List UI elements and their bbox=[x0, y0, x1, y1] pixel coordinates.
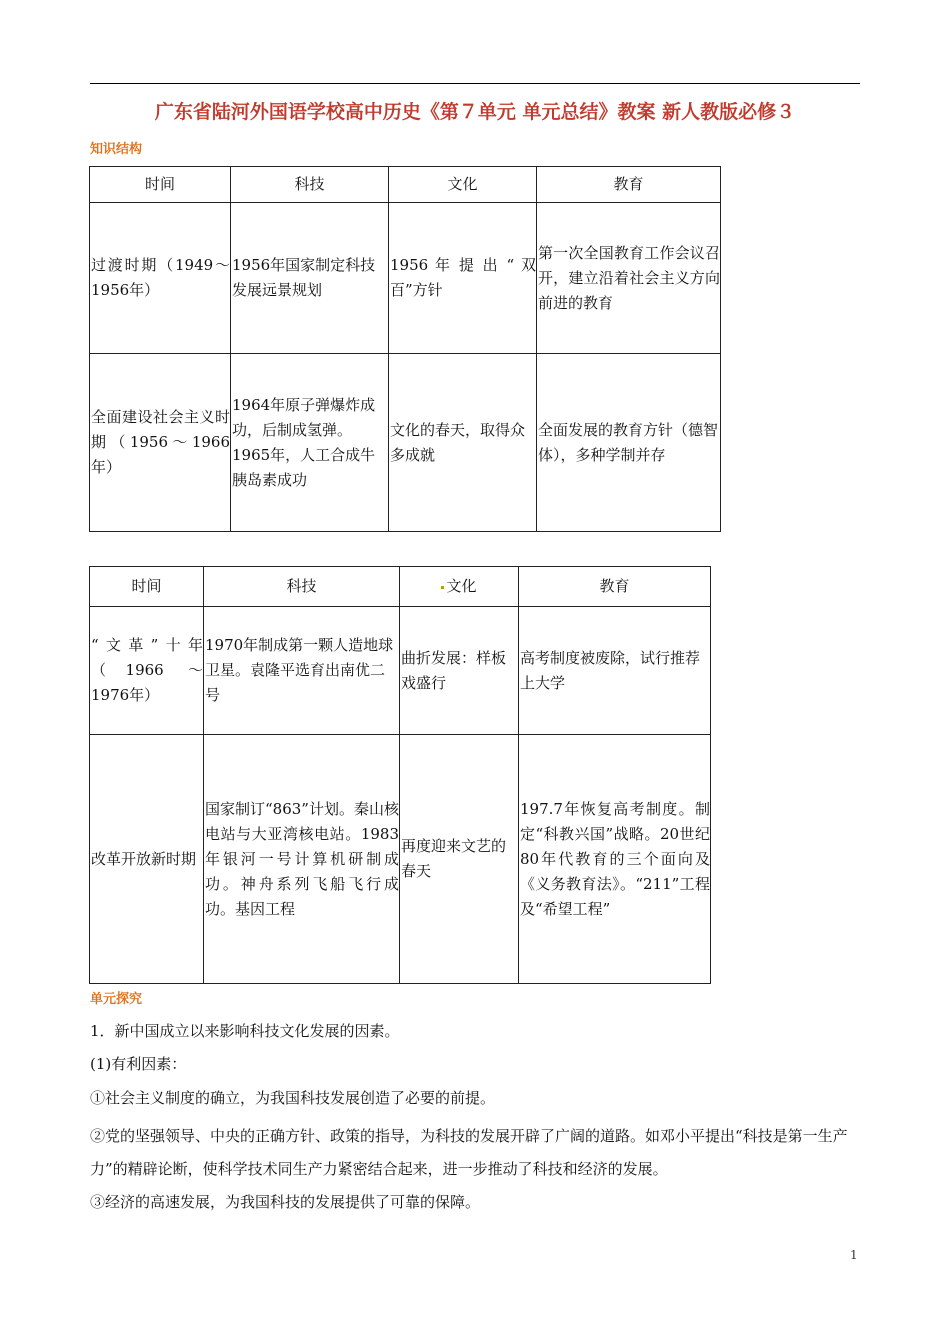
cell-period: “文革”十年（1966 ～ 1976年） bbox=[90, 607, 204, 735]
cell-education: 197.7年恢复高考制度。制定“科教兴国”战略。20世纪80年代教育的三个面向及《义务教育法》。“211”工程及“希望工程” bbox=[519, 735, 711, 984]
header-culture: 文化 bbox=[389, 167, 537, 203]
cell-culture: 1956 年 提 出 “ 双百”方针 bbox=[389, 203, 537, 354]
document-title: 广东省陆河外国语学校高中历史《第７单元 单元总结》教案 新人教版必修３ bbox=[154, 101, 796, 123]
cell-education: 全面发展的教育方针（德智体），多种学制并存 bbox=[537, 354, 721, 532]
paragraph-point-3: ③经济的高速发展，为我国科技的发展提供了可靠的保障。 bbox=[90, 1193, 481, 1211]
page-number: 1 bbox=[850, 1248, 858, 1262]
header-technology: 科技 bbox=[204, 567, 400, 607]
knowledge-table-2 bbox=[89, 566, 711, 984]
cell-culture: 再度迎来文艺的春天 bbox=[400, 735, 519, 984]
cell-period: 改革开放新时期 bbox=[90, 735, 204, 984]
table-row bbox=[90, 203, 721, 354]
cell-period: 过渡时期（1949～1956年） bbox=[90, 203, 231, 354]
header-technology: 科技 bbox=[231, 167, 389, 203]
table-row bbox=[90, 607, 711, 735]
table-row bbox=[90, 354, 721, 532]
header-education: 教育 bbox=[519, 567, 711, 607]
knowledge-table-1 bbox=[89, 166, 721, 532]
cell-period: 全面建设社会主义时期（1956～1966年） bbox=[90, 354, 231, 532]
cell-technology: 国家制订“863”计划。秦山核电站与大亚湾核电站。1983年银河一号计算机研制成功。神舟系列飞船飞行成功。基因工程 bbox=[204, 735, 400, 984]
paragraph-point-2: ②党的坚强领导、中央的正确方针、政策的指导，为科技的发展开辟了广阔的道路。如邓小平提出“科技是第一生产力”的精辟论断，使科学技术同生产力紧密结合起来，进一步推动了科技和经济的发展。 bbox=[90, 1127, 848, 1178]
table-header-row bbox=[90, 567, 711, 607]
paragraph-favorable-factors: (1)有利因素： bbox=[90, 1055, 187, 1073]
section-heading-unit-exploration: 单元探究 bbox=[90, 992, 143, 1007]
bullet-dot-icon bbox=[441, 586, 444, 589]
cell-technology: 1970年制成第一颗人造地球卫星。袁隆平选育出南优二号 bbox=[204, 607, 400, 735]
cell-education: 第一次全国教育工作会议召开，建立沿着社会主义方向前进的教育 bbox=[537, 203, 721, 354]
cell-culture: 曲折发展：样板戏盛行 bbox=[400, 607, 519, 735]
paragraph-point-1: ①社会主义制度的确立，为我国科技发展创造了必要的前提。 bbox=[90, 1089, 496, 1107]
header-time: 时间 bbox=[90, 567, 204, 607]
header-education: 教育 bbox=[537, 167, 721, 203]
header-rule bbox=[90, 83, 860, 84]
paragraph-factors-heading: 1．新中国成立以来影响科技文化发展的因素。 bbox=[90, 1022, 400, 1040]
table-row bbox=[90, 735, 711, 984]
cell-culture: 文化的春天，取得众多成就 bbox=[389, 354, 537, 532]
section-heading-knowledge-structure: 知识结构 bbox=[90, 142, 143, 157]
header-time: 时间 bbox=[90, 167, 231, 203]
header-culture: 文化 bbox=[400, 567, 519, 607]
cell-education: 高考制度被废除，试行推荐上大学 bbox=[519, 607, 711, 735]
cell-technology: 1956年国家制定科技发展远景规划 bbox=[231, 203, 389, 354]
cell-technology: 1964年原子弹爆炸成功，后制成氢弹。1965年，人工合成牛胰岛素成功 bbox=[231, 354, 389, 532]
table-header-row bbox=[90, 167, 721, 203]
